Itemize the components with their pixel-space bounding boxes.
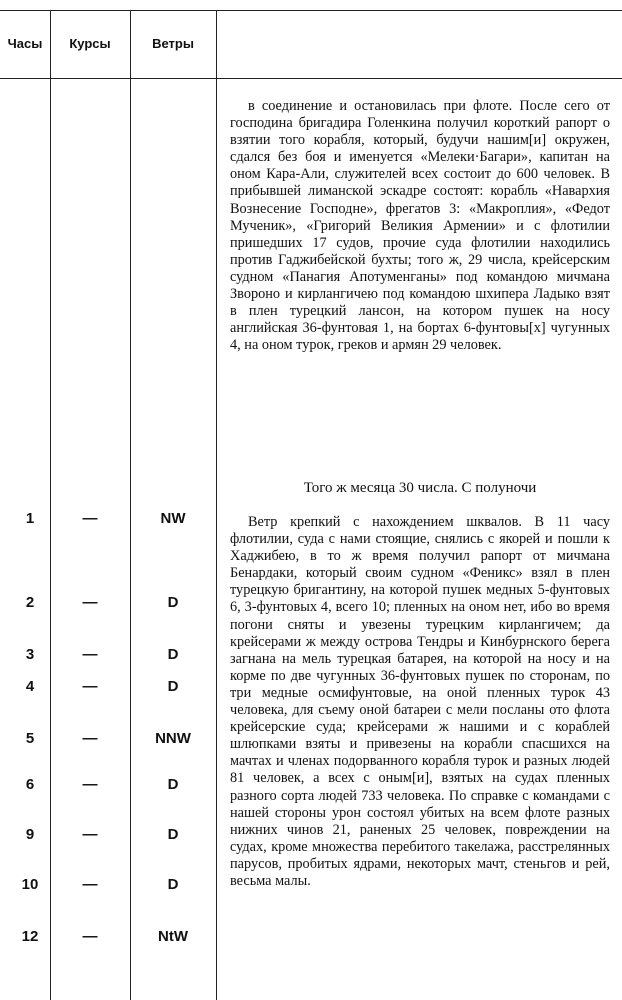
header-hours: Часы xyxy=(7,36,43,51)
table-top-rule xyxy=(0,10,622,11)
wind-cell: D xyxy=(167,646,179,663)
course-cell: — xyxy=(82,646,98,663)
wind-cell: D xyxy=(167,776,179,793)
course-cell: — xyxy=(82,510,98,527)
wind-cell: NtW xyxy=(158,928,188,945)
column-divider-winds xyxy=(216,10,217,1000)
hour-cell: 5 xyxy=(25,730,35,747)
wind-cell: D xyxy=(167,826,179,843)
column-divider-hours xyxy=(50,10,51,1000)
course-cell: — xyxy=(82,776,98,793)
hour-cell: 12 xyxy=(21,928,39,945)
hour-cell: 4 xyxy=(25,678,35,695)
wind-cell: D xyxy=(167,594,179,611)
column-divider-courses xyxy=(130,10,131,1000)
course-cell: — xyxy=(82,876,98,893)
hour-cell: 2 xyxy=(25,594,35,611)
header-bottom-rule xyxy=(0,78,622,79)
course-cell: — xyxy=(82,730,98,747)
course-cell: — xyxy=(82,826,98,843)
hour-cell: 3 xyxy=(25,646,35,663)
course-cell: — xyxy=(82,594,98,611)
wind-cell: NW xyxy=(160,510,186,527)
hour-cell: 10 xyxy=(21,876,39,893)
course-cell: — xyxy=(82,678,98,695)
course-cell: — xyxy=(82,928,98,945)
wind-cell: NNW xyxy=(155,730,191,747)
hour-cell: 6 xyxy=(25,776,35,793)
log-paragraph-continued: в соединение и остановилась при флоте. После сего от господина бригадира Голенкина получил короткий рапорт о взятии того корабля, который, будучи нашим[и] окружен, сдался без боя и именуется «Мелеки·Багари», капитан на оном Кара-Али, служителей всех состоит до 600 человек. В прибывшей лиманской эскадре состоят: корабль «Навархия Вознесение Господне», фрегатов 3: «Макроплия», «Федот Мученик», «Григорий Великия Армении» и с флотилии пришедших 17 судов, прочие суда флотилии находились против Гаджибейской бухты; того ж, 29 числа, крейсерским судном «Панагия Апотуменганы» под командою мичмана Звороно и кирлангичею под командою шхипера Ладыко взят в плен турецкий лансон, на котором пушек на носу английская 36-фунтовая 1, на бортах 6-фунтовы[х] чугунных 4, на оном турок, греков и армян 29 человек. xyxy=(230,98,610,354)
hour-cell: 9 xyxy=(25,826,35,843)
wind-cell: D xyxy=(167,678,179,695)
header-courses: Курсы xyxy=(69,36,111,51)
log-paragraph-day-30: Ветр крепкий с нахождением шквалов. В 11 часу флотилии, суда с нами стоящие, снялись с якорей и пошли к Хаджибею, в то ж время получил рапорт от мичмана Бенардаки, который своим судном «Феникс» взял в плен турецкую бригантину, на которой пушек медных 5-фунтовых 6, 3-фунтовых 4, всего 10; пленных на оном нет, ибо во время погони сняты и увезены турецким кирлангичем; да крейсерами ж между острова Тендры и Кинбурнского берега загнана на мель турецкая батарея, на которой на носу и на корме по две чугунных 36-фунтовых пушек по сторонам, по три медные осмифунтовые, на оной пленных турок 43 человека, для съему оной батареи с мели посланы ото флота крейсерские суда; крейсерами ж нашими и с кораблей шлюпками взяты и привезены на корабли спасшихся на мачтах и членах подорванного корабля турок и разных людей 81 человек, а всех с оным[и], взятых на судах пленных разного сорта людей 733 человека. По справке с командами с нашей стороны урон состоял убитых на всем флоте разных нижних чинов 21, раненых 25 человек, повреждении на судах, кроме множества перебитого такелажа, расстрелянных парусов, пробитых ядрами, некоторых мачт, стеньгов и рей, весьма малы. xyxy=(230,514,610,889)
hour-cell: 1 xyxy=(25,510,35,527)
wind-cell: D xyxy=(167,876,179,893)
header-winds: Ветры xyxy=(152,36,194,51)
date-heading: Того ж месяца 30 числа. С полуночи xyxy=(303,480,537,496)
